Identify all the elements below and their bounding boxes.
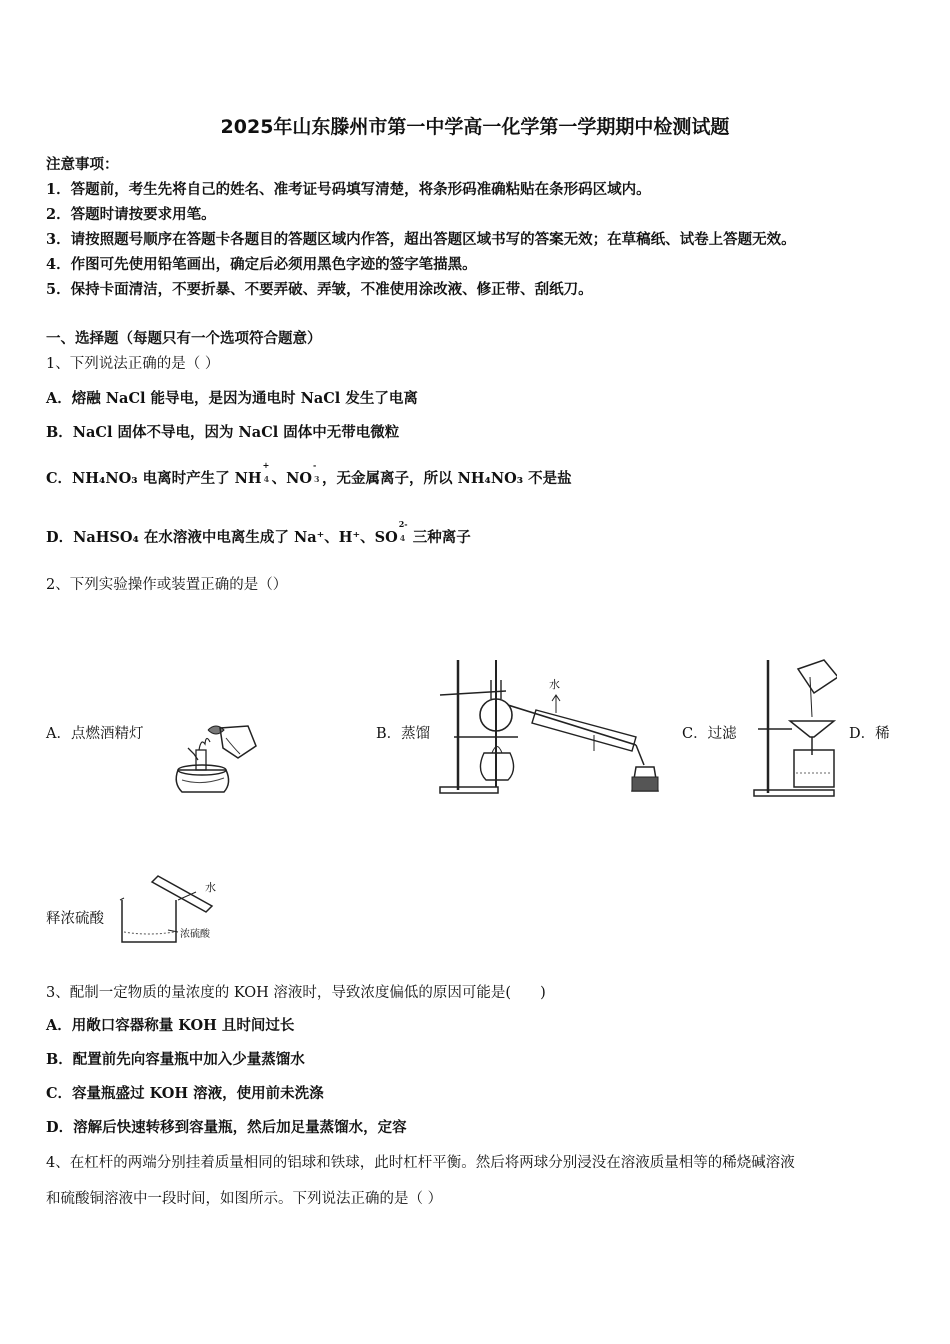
- page-title: 2025年山东滕州市第一中学高一化学第一学期期中检测试题: [220, 116, 730, 138]
- q1-option-b: B．NaCl 固体不导电，因为 NaCl 固体中无带电微粒: [46, 424, 400, 441]
- dilution-acid-label: 浓硫酸: [180, 929, 210, 940]
- q2-option-a: [46, 722, 143, 743]
- q2-option-c: [682, 722, 737, 743]
- q2-d-label: D．稀: [849, 726, 890, 742]
- notice-item-2: 2．答题时请按要求用笔。: [46, 206, 216, 223]
- q2-option-b: [376, 722, 430, 743]
- q3-option-a: A．用敞口容器称量 KOH 且时间过长: [46, 1017, 295, 1034]
- q2-a-label: A．点燃酒精灯: [46, 726, 144, 742]
- no3-sub: 3: [314, 474, 320, 484]
- q2-c-label: C．过滤: [682, 726, 737, 742]
- so4-sup: 2-: [398, 519, 408, 529]
- notice-item-5: 5．保持卡面清洁，不要折暴、不要弄破、弄皱，不准使用涂改液、修正带、刮纸刀。: [46, 281, 593, 298]
- q2-b-label: B．蒸馏: [376, 726, 431, 742]
- section-heading: 一、选择题（每题只有一个选项符合题意）: [46, 330, 322, 347]
- q3-option-d: D．溶解后快速转移到容量瓶，然后加足量蒸馏水，定容: [46, 1119, 407, 1136]
- filtration-figure: [752, 655, 837, 800]
- nh4-charge: [262, 460, 272, 486]
- q1-c-text-1: C．NH₄NO₃ 电离时产生了 NH: [46, 470, 262, 487]
- q3-option-b: B．配置前先向容量瓶中加入少量蒸馏水: [46, 1051, 305, 1068]
- q2-option-d-continued: 释浓硫酸: [46, 911, 104, 927]
- notice-item-4: 4．作图可先使用铅笔画出，确定后必须用黑色字迹的签字笔描黑。: [46, 256, 477, 273]
- q1-option-a: A．熔融 NaCl 能导电，是因为通电时 NaCl 发生了电离: [46, 390, 418, 407]
- notice-item-3: 3．请按照题号顺序在答题卡各题目的答题区域内作答，超出答题区域书写的答案无效；在草稿纸、试卷上答题无效。: [46, 231, 796, 248]
- q2-option-d: [849, 722, 890, 743]
- q1-stem: 1、下列说法正确的是（ ）: [46, 356, 220, 372]
- so4-charge: [398, 519, 408, 545]
- q2-stem: 2、下列实验操作或装置正确的是（）: [46, 577, 288, 593]
- q3-option-c: C．容量瓶盛过 KOH 溶液，使用前未洗涤: [46, 1085, 324, 1102]
- q1-c-text-2: 、NO: [271, 470, 313, 487]
- so4-sub: 4: [399, 533, 406, 543]
- q1-c-text-3: ，无金属离子，所以 NH₄NO₃ 不是盐: [322, 470, 572, 487]
- dilution-water-label: 水: [205, 881, 216, 894]
- nh4-sup: +: [262, 460, 270, 470]
- q3-stem: 3、配制一定物质的量浓度的 KOH 溶液时，导致浓度偏低的原因可能是( ): [46, 985, 546, 1001]
- notice-item-1: 1．答题前，考生先将自己的姓名、准考证号码填写清楚，将条形码准确粘贴在条形码区域内。: [46, 181, 651, 198]
- no3-charge: [312, 460, 322, 486]
- q1-d-text-2: 三种离子: [407, 529, 471, 546]
- q1-d-text-1: D．NaHSO₄ 在水溶液中电离生成了 Na⁺、H⁺、SO: [46, 529, 398, 546]
- q4-stem-line-2: 和硫酸铜溶液中一段时间，如图所示。下列说法正确的是（ ）: [46, 1191, 443, 1207]
- q4-stem-line-1: 4、在杠杆的两端分别挂着质量相同的铝球和铁球，此时杠杆平衡。然后将两球分别浸没在溶液质量相等的稀烧碱溶液: [46, 1155, 795, 1171]
- notice-heading: 注意事项：: [46, 156, 119, 173]
- distillation-water-label: 水: [549, 678, 560, 691]
- q1-option-d: [46, 519, 471, 547]
- q1-option-c: [46, 460, 572, 488]
- no3-sup: -: [313, 460, 317, 470]
- nh4-sub: 4: [263, 474, 270, 484]
- alcohol-lamp-figure: [168, 708, 263, 798]
